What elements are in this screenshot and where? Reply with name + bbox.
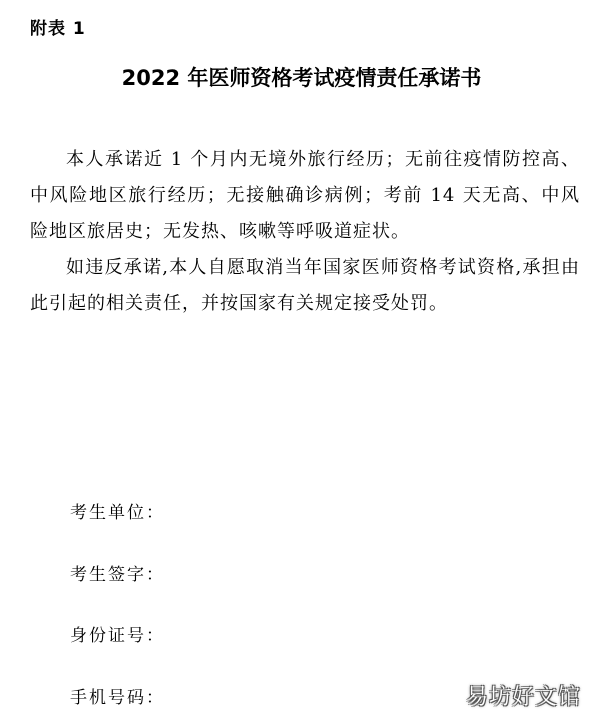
id-number-label: 身份证号： xyxy=(70,626,165,646)
phone-number-label: 手机号码： xyxy=(70,688,165,708)
commitment-paragraph-2: 如违反承诺,本人自愿取消当年国家医师资格考试资格,承担由此引起的相关责任，并按国家有关规定接受处罚。 xyxy=(30,257,580,314)
commitment-body xyxy=(30,142,580,322)
watermark: 易坊好文馆 xyxy=(465,685,581,710)
document-title: 2022 年医师资格考试疫情责任承诺书 xyxy=(121,66,482,90)
attachment-label: 附表 1 xyxy=(30,19,86,39)
commitment-paragraph-1: 本人承诺近 1 个月内无境外旅行经历；无前往疫情防控高、中风险地区旅行经历；无接触确诊病例；考前 14 天无高、中风险地区旅居史；无发热、咳嗽等呼吸道症状。 xyxy=(30,149,580,242)
examinee-unit-label: 考生单位： xyxy=(70,503,165,523)
examinee-signature-label: 考生签字： xyxy=(70,565,165,585)
